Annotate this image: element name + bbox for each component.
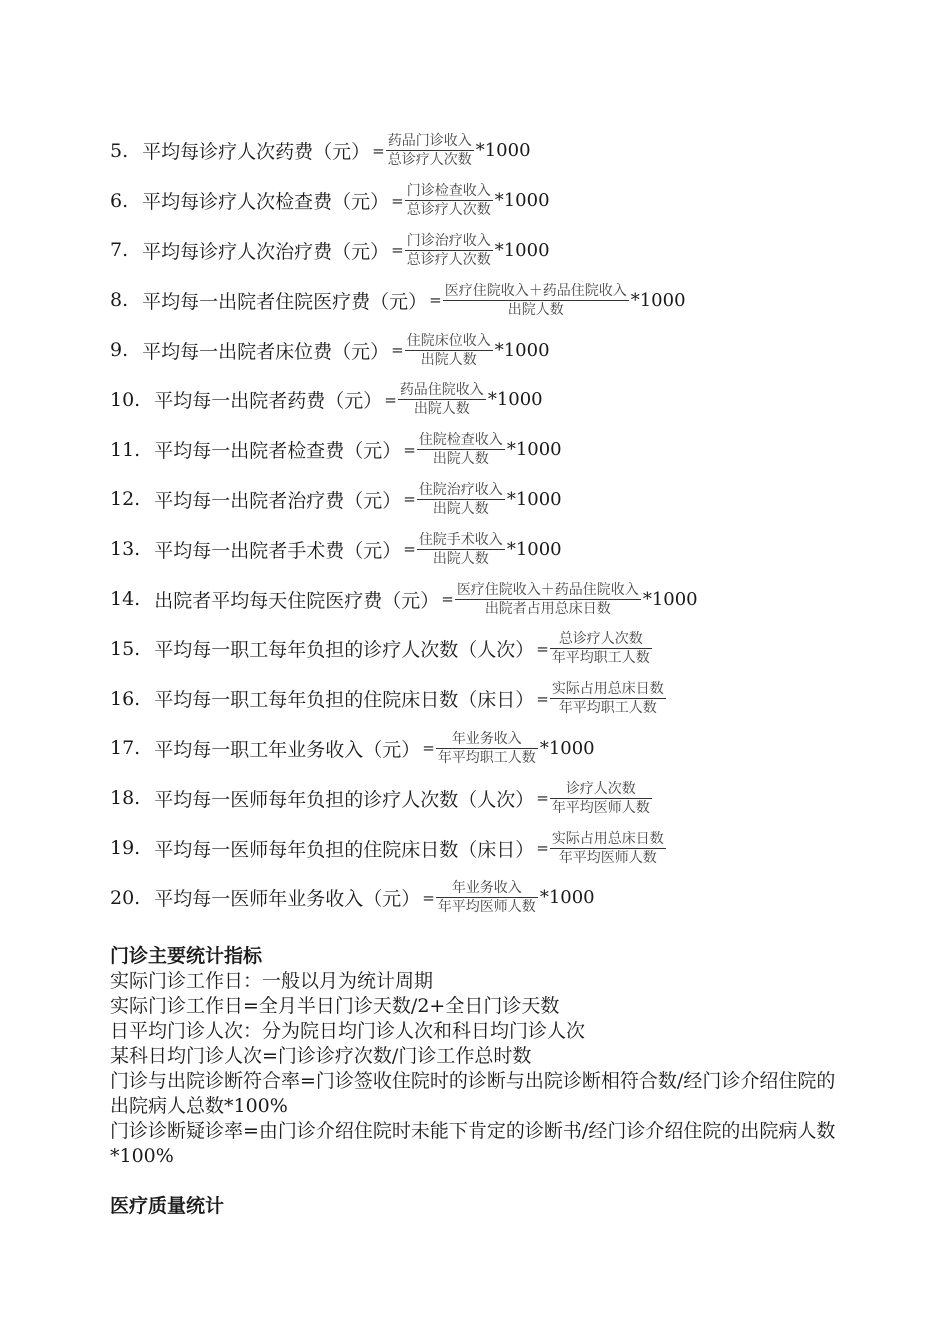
fraction	[417, 533, 505, 566]
fraction	[436, 881, 538, 914]
fraction	[550, 832, 666, 865]
fraction-denominator: 出院人数	[413, 401, 470, 418]
equals-sign: =	[372, 141, 385, 160]
fraction	[550, 782, 652, 815]
fraction-denominator: 出院者占用总床日数	[484, 600, 611, 617]
fraction-numerator: 门诊治疗收入	[406, 232, 491, 249]
formula-number: 14.	[110, 588, 141, 611]
formula-label: 平均每一职工年业务收入（元）	[154, 738, 421, 761]
formula-row	[110, 226, 910, 276]
fraction-numerator: 住院治疗收入	[418, 481, 503, 498]
fraction	[417, 483, 505, 516]
formula-label: 平均每一职工每年负担的住院床日数（床日）	[154, 689, 535, 712]
formula-label: 平均每一出院者手术费（元）	[154, 539, 402, 562]
formula-label: 平均每诊疗人次治疗费（元）	[142, 240, 390, 263]
multiplier: *1000	[494, 190, 550, 212]
fraction	[455, 583, 641, 616]
fraction-numerator: 年业务收入	[451, 880, 522, 897]
formula-number: 6.	[110, 189, 129, 212]
fraction-denominator: 年平均职工人数	[558, 700, 657, 717]
multiplier: *1000	[494, 339, 550, 361]
formula-row	[110, 773, 910, 823]
formula-row	[110, 176, 910, 226]
formula-label: 平均每一出院者治疗费（元）	[154, 489, 402, 512]
formula-list	[110, 126, 910, 923]
equals-sign: =	[536, 689, 549, 708]
fraction-denominator: 年平均职工人数	[551, 650, 650, 667]
outpatient-line: 门诊与出院诊断符合率=门诊签收住院时的诊断与出院诊断相符合数/经门诊介绍住院的出院病人总数*100%	[110, 1070, 836, 1117]
formula-number: 9.	[110, 339, 129, 362]
fraction-numerator: 总诊疗人次数	[558, 631, 643, 648]
multiplier: *1000	[506, 488, 562, 510]
fraction-numerator: 药品门诊收入	[387, 133, 472, 150]
fraction	[443, 284, 629, 317]
outpatient-line: 实际门诊工作日=全月半日门诊天数/2+全日门诊天数	[110, 995, 560, 1017]
equals-sign: =	[391, 191, 404, 210]
multiplier: *1000	[506, 439, 562, 461]
equals-sign: =	[391, 241, 404, 260]
formula-number: 15.	[110, 637, 141, 660]
equals-sign: =	[422, 888, 435, 907]
equals-sign: =	[403, 540, 416, 559]
formula-number: 17.	[110, 737, 141, 760]
formula-number: 12.	[110, 488, 141, 511]
formula-row	[110, 674, 910, 724]
fraction	[405, 334, 493, 367]
formula-row	[110, 873, 910, 923]
equals-sign: =	[403, 440, 416, 459]
formula-number: 16.	[110, 687, 141, 710]
formula-number: 19.	[110, 837, 141, 860]
fraction	[550, 682, 666, 715]
outpatient-line: 门诊诊断疑诊率=由门诊介绍住院时未能下肯定的诊断书/经门诊介绍住院的出院病人数*100%	[110, 1120, 836, 1167]
fraction-denominator: 出院人数	[432, 550, 489, 567]
formula-number: 10.	[110, 388, 141, 411]
fraction-denominator: 出院人数	[420, 351, 477, 368]
formula-label: 平均每一出院者药费（元）	[154, 390, 383, 413]
formula-label: 平均每诊疗人次检查费（元）	[142, 191, 390, 214]
quality-section	[110, 1194, 850, 1219]
fraction-denominator: 出院人数	[432, 500, 489, 517]
fraction	[386, 134, 474, 167]
formula-number: 20.	[110, 886, 141, 909]
formula-row	[110, 425, 910, 475]
formula-label: 平均每一医师每年负担的诊疗人次数（人次）	[154, 788, 535, 811]
fraction-denominator: 年平均职工人数	[437, 749, 536, 766]
equals-sign: =	[429, 291, 442, 310]
formula-row	[110, 475, 910, 525]
fraction	[405, 234, 493, 267]
formula-row	[110, 823, 910, 873]
fraction-denominator: 总诊疗人次数	[406, 251, 491, 268]
equals-sign: =	[441, 590, 454, 609]
fraction-numerator: 诊疗人次数	[565, 780, 636, 797]
fraction-numerator: 医疗住院收入＋药品住院收入	[444, 282, 627, 299]
formula-label: 平均每一出院者住院医疗费（元）	[142, 290, 428, 313]
fraction	[550, 632, 652, 665]
multiplier: *1000	[642, 588, 698, 610]
formula-label: 平均每一医师年业务收入（元）	[154, 888, 421, 911]
formula-number: 7.	[110, 239, 129, 262]
fraction-numerator: 门诊检查收入	[406, 183, 491, 200]
fraction-denominator: 年平均医师人数	[558, 849, 657, 866]
formula-row	[110, 724, 910, 774]
multiplier: *1000	[475, 140, 531, 162]
quality-heading: 医疗质量统计	[110, 1195, 225, 1217]
fraction-numerator: 住院手术收入	[418, 531, 503, 548]
fraction-numerator: 医疗住院收入＋药品住院收入	[456, 581, 639, 598]
formula-number: 13.	[110, 538, 141, 561]
formula-label: 平均每一医师每年负担的住院床日数（床日）	[154, 838, 535, 861]
fraction-numerator: 药品住院收入	[399, 382, 484, 399]
fraction	[405, 184, 493, 217]
formula-row	[110, 275, 910, 325]
formula-label: 出院者平均每天住院医疗费（元）	[154, 589, 440, 612]
formula-row	[110, 574, 910, 624]
equals-sign: =	[536, 639, 549, 658]
outpatient-line: 某科日均门诊人次=门诊诊疗次数/门诊工作总时数	[110, 1045, 532, 1067]
formula-number: 8.	[110, 289, 129, 312]
outpatient-line: 实际门诊工作日：一般以月为统计周期	[110, 970, 434, 992]
formula-number: 5.	[110, 139, 129, 162]
fraction-numerator: 年业务收入	[451, 730, 522, 747]
formula-label: 平均每一出院者检查费（元）	[154, 440, 402, 463]
fraction	[436, 732, 538, 765]
formula-number: 18.	[110, 787, 141, 810]
equals-sign: =	[384, 390, 397, 409]
fraction-denominator: 年平均医师人数	[551, 799, 650, 816]
fraction-numerator: 住院检查收入	[418, 432, 503, 449]
formula-row	[110, 126, 910, 176]
equals-sign: =	[391, 341, 404, 360]
multiplier: *1000	[630, 289, 686, 311]
fraction-numerator: 实际占用总床日数	[551, 830, 664, 847]
fraction-denominator: 出院人数	[507, 301, 564, 318]
formula-label: 平均每诊疗人次药费（元）	[142, 141, 371, 164]
outpatient-heading: 门诊主要统计指标	[110, 945, 263, 967]
equals-sign: =	[403, 490, 416, 509]
fraction-denominator: 总诊疗人次数	[387, 152, 472, 169]
formula-row	[110, 325, 910, 375]
multiplier: *1000	[539, 887, 595, 909]
equals-sign: =	[422, 739, 435, 758]
multiplier: *1000	[487, 389, 543, 411]
fraction-denominator: 年平均医师人数	[437, 899, 536, 916]
fraction-numerator: 住院床位收入	[406, 332, 491, 349]
formula-row	[110, 524, 910, 574]
fraction	[417, 433, 505, 466]
formula-label: 平均每一职工每年负担的诊疗人次数（人次）	[154, 639, 535, 662]
fraction-denominator: 出院人数	[432, 451, 489, 468]
formula-row	[110, 375, 910, 425]
formula-label: 平均每一出院者床位费（元）	[142, 340, 390, 363]
multiplier: *1000	[506, 538, 562, 560]
outpatient-line: 日平均门诊人次：分为院日均门诊人次和科日均门诊人次	[110, 1020, 586, 1042]
formula-number: 11.	[110, 438, 141, 461]
equals-sign: =	[536, 789, 549, 808]
multiplier: *1000	[494, 239, 550, 261]
multiplier: *1000	[539, 737, 595, 759]
formula-row	[110, 624, 910, 674]
outpatient-section	[110, 944, 850, 1169]
equals-sign: =	[536, 839, 549, 858]
fraction-denominator: 总诊疗人次数	[406, 202, 491, 219]
fraction-numerator: 实际占用总床日数	[551, 681, 664, 698]
fraction	[398, 383, 486, 416]
